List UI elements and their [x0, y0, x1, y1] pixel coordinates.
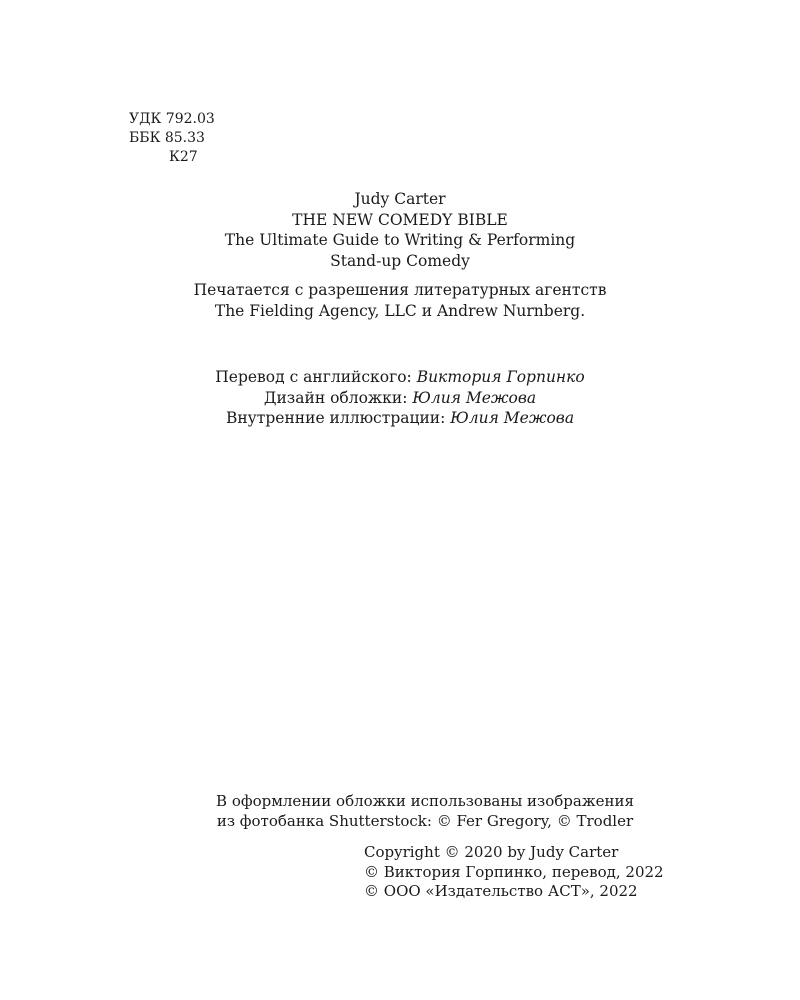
copyright-line1: Copyright © 2020 by Judy Carter — [364, 843, 619, 861]
credits-block — [0, 367, 800, 429]
author-mark: К27 — [169, 149, 198, 165]
udk-code: УДК 792.03 — [129, 111, 215, 127]
credit-cover-design — [0, 388, 800, 409]
copyright-block — [364, 843, 664, 902]
credit-translator — [0, 367, 800, 388]
permission-line2: The Fielding Agency, LLC и Andrew Nurnberg. — [214, 301, 586, 320]
credit-name: Юлия Межова — [412, 388, 537, 407]
permission-line1: Печатается с разрешения литературных агентств — [193, 281, 607, 299]
original-title: THE NEW COMEDY BIBLE — [292, 210, 508, 229]
cover-image-note — [0, 791, 800, 831]
credit-role: Дизайн обложки: — [263, 388, 413, 407]
credit-name: Юлия Межова — [450, 409, 575, 427]
copyright-line2: © Виктория Горпинко, перевод, 2022 — [364, 862, 664, 881]
original-author: Judy Carter — [354, 190, 446, 208]
credit-illustrations — [0, 408, 800, 429]
credit-name: Виктория Горпинко — [416, 368, 585, 386]
permission-block — [0, 280, 800, 321]
credit-role: Перевод с английского: — [215, 368, 417, 386]
original-subtitle-line1: The Ultimate Guide to Writing & Performing — [224, 231, 576, 249]
copyright-line3: © ООО «Издательство АСТ», 2022 — [364, 882, 638, 900]
credit-role: Внутренние иллюстрации: — [225, 409, 451, 427]
original-subtitle-line2: Stand-up Comedy — [330, 251, 470, 270]
bbk-code: ББК 85.33 — [129, 130, 205, 146]
original-title-block — [0, 189, 800, 271]
cover-note-line1: В оформлении обложки использованы изображения — [216, 792, 634, 810]
classification-codes — [129, 110, 215, 167]
cover-note-line2: из фотобанка Shutterstock: © Fer Gregory, © Trodler — [216, 812, 634, 830]
